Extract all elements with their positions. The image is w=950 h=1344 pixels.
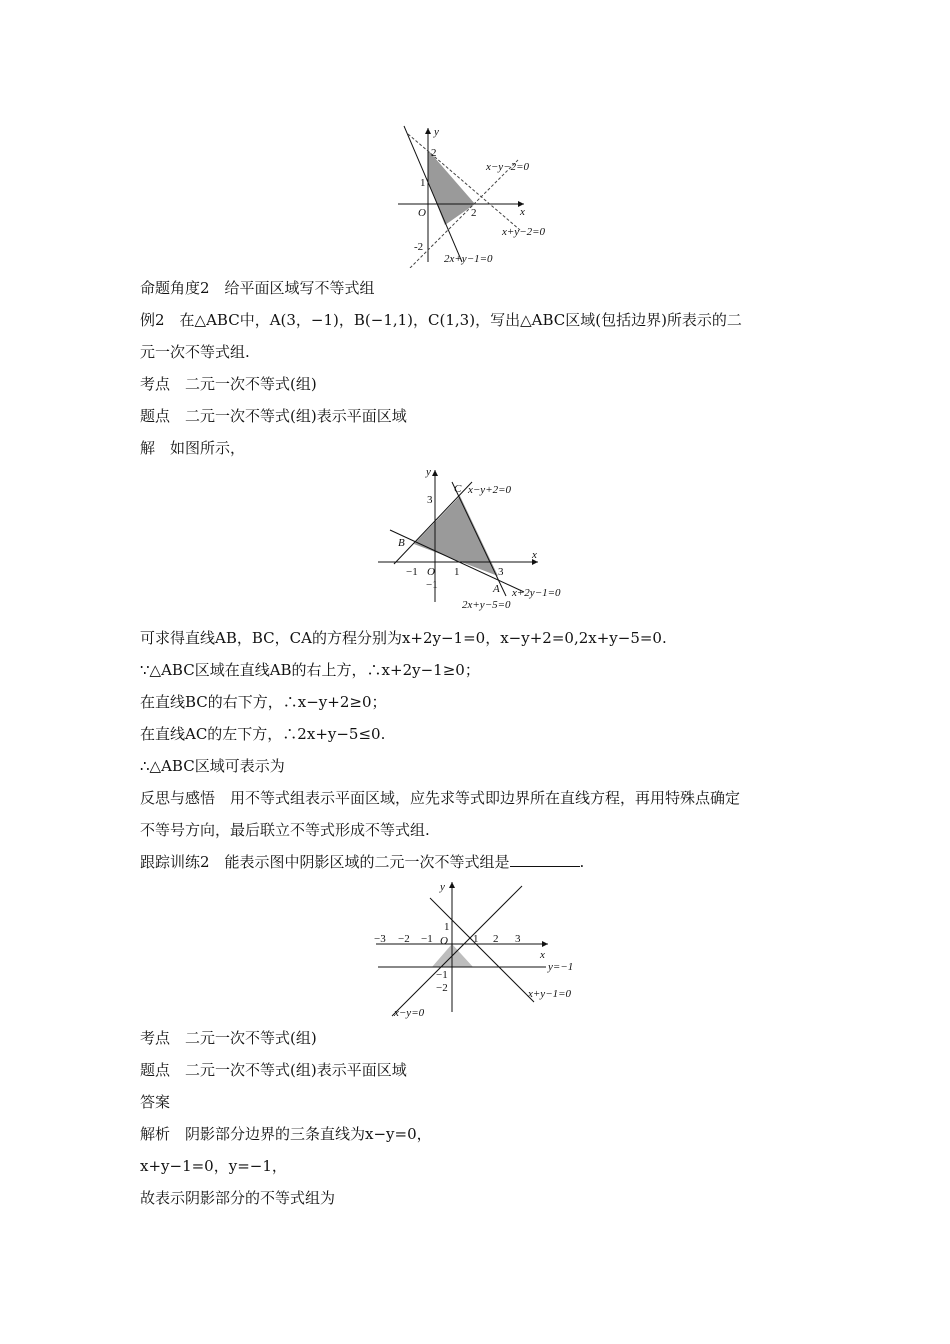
point-c-label: C [454, 483, 462, 495]
label-x-y-0: x−y=0 [394, 1007, 425, 1019]
label-2x+y-5: 2x+y−5=0 [462, 599, 511, 611]
tidian-1: 题点 二元一次不等式(组)表示平面区域 [140, 407, 407, 425]
analysis-line-1: 解析 阴影部分边界的三条直线为x−y=0， [140, 1125, 432, 1143]
solution-line-4: 在直线AC的左下方，∴2x+y−5≤0. [140, 725, 386, 743]
solution-line-2: ∵△ABC区域在直线AB的右上方，∴x+2y−1≥0； [140, 661, 480, 679]
label-x-y-2: x−y−2=0 [486, 161, 530, 173]
tick-y-1: 1 [420, 177, 426, 189]
origin-label: O [427, 566, 435, 578]
tick-x-2: 2 [493, 933, 499, 945]
example-2-line-2: 元一次不等式组. [140, 343, 250, 361]
tick-y-neg1: −1 [436, 969, 448, 981]
x-axis-arrow [542, 941, 548, 947]
reflection-line-2: 不等号方向，最后联立不等式形成不等式组. [140, 821, 430, 839]
solution-line-1: 可求得直线AB，BC，CA的方程分别为x+2y−1=0，x−y+2=0,2x+y−5=0. [140, 629, 667, 647]
tick-y-neg2: -2 [414, 241, 424, 253]
reflection-line-1: 反思与感悟 用不等式组表示平面区域，应先求等式即边界所在直线方程，再用特殊点确定 [140, 789, 741, 807]
label-2x+y-1: 2x+y−1=0 [444, 253, 493, 265]
shaded-region [428, 150, 475, 225]
label-x+y-2: x+y−2=0 [502, 226, 546, 238]
figure-2-graph [372, 462, 584, 614]
label-x+y-1: x+y−1=0 [528, 988, 572, 1000]
figure-3-graph [370, 878, 586, 1020]
origin-label: O [418, 207, 426, 219]
tick-x-neg3: −3 [374, 933, 386, 945]
kaodian-1: 考点 二元一次不等式(组) [140, 375, 317, 393]
figure-1-graph [390, 120, 570, 268]
tick-x-3: 3 [515, 933, 521, 945]
y-axis-label: y [434, 126, 439, 138]
tick-x-neg2: −2 [398, 933, 410, 945]
training-2-prompt: 跟踪训练2 能表示图中阴影区域的二元一次不等式组是 [140, 853, 510, 871]
tidian-2: 题点 二元一次不等式(组)表示平面区域 [140, 1061, 407, 1079]
y-axis-arrow [425, 128, 431, 134]
answer-blank [510, 852, 580, 867]
line-x-y-2-dashed [410, 160, 518, 268]
training-2 [140, 852, 584, 872]
answer-label: 答案 [140, 1093, 171, 1111]
solution-line-5: ∴△ABC区域可表示为 [140, 757, 285, 775]
y-axis-arrow [432, 470, 438, 476]
y-axis-label: y [426, 466, 431, 478]
section-title: 命题角度2 给平面区域写不等式组 [140, 279, 375, 297]
solution-intro: 解 如图所示， [140, 439, 246, 457]
tick-x-3: 3 [498, 566, 504, 578]
y-axis-arrow [449, 882, 455, 888]
solution-line-3: 在直线BC的右下方，∴x−y+2≥0； [140, 693, 387, 711]
tick-x-1: 1 [454, 566, 460, 578]
line-x-y-0 [392, 886, 522, 1016]
y-axis-label: y [440, 881, 445, 893]
origin-label: O [440, 935, 448, 947]
tick-x-1: 1 [473, 933, 479, 945]
triangle-abc-shaded [414, 496, 498, 576]
label-x+2y-1: x+2y−1=0 [512, 587, 561, 599]
label-y-neg1: y=−1 [548, 961, 574, 973]
x-axis-label: x [540, 949, 545, 961]
training-2-suffix: . [579, 853, 585, 871]
kaodian-2: 考点 二元一次不等式(组) [140, 1029, 317, 1047]
tick-y-neg1: −1 [426, 579, 438, 591]
tick-y-1: 1 [444, 921, 450, 933]
tick-x-neg1: −1 [406, 566, 418, 578]
tick-y-3: 3 [427, 494, 433, 506]
tick-y-neg2: −2 [436, 982, 448, 994]
analysis-line-2: x+y−1=0，y=−1， [140, 1157, 287, 1175]
example-2-line-1: 例2 在△ABC中，A(3，−1)，B(−1,1)，C(1,3)，写出△ABC区域(包括边界)所表示的二 [140, 311, 742, 329]
tick-y-2: 2 [431, 147, 437, 159]
tick-x-2: 2 [471, 207, 477, 219]
x-axis-label: x [520, 206, 525, 218]
analysis-line-3: 故表示阴影部分的不等式组为 [140, 1189, 336, 1207]
point-b-label: B [398, 537, 405, 549]
x-axis-label: x [532, 549, 537, 561]
point-a-label: A [493, 583, 500, 595]
label-x-y+2: x−y+2=0 [468, 484, 512, 496]
tick-x-neg1: −1 [421, 933, 433, 945]
